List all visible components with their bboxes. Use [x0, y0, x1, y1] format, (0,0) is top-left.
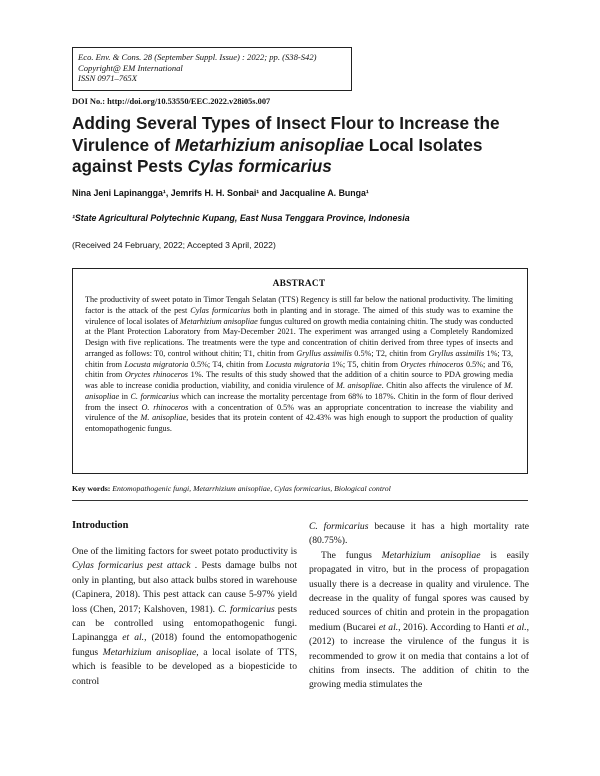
body-text: . Pests damage bulbs not only in planting, but also attack bulbs stored in warehouse (Capinera, 2018). This pest attack can cause 5-97% yield loss (Chen, 2017; Kalshoven, 1981). — [72, 560, 298, 615]
abstract-text: which can increase the mortality percentage from 68% to 187%. Chitin in the form of flour derived from the insect — [85, 391, 513, 412]
abstract-species: M. anisopliae — [336, 381, 382, 390]
body-column-right — [309, 520, 529, 693]
body-text: because it has a high mortality rate (80.75%). — [309, 521, 529, 547]
title-species-1: Metarhizium anisopliae — [174, 134, 364, 155]
body-italic: et al. — [507, 621, 527, 633]
body-italic: Metarhizium anisopliae — [102, 646, 197, 658]
journal-line: Eco. Env. & Cons. 28 (September Suppl. Issue) : 2022; pp. (S38-S42) — [78, 52, 317, 62]
abstract-species: Oryctes rhinoceros — [400, 359, 464, 369]
abstract-species: Metarhizium anisopliae — [179, 316, 258, 326]
body-column-left — [72, 545, 297, 689]
body-text: One of the limiting factors for sweet potato productivity is — [72, 546, 297, 557]
abstract-species: M. anisopliae — [140, 413, 187, 423]
abstract-species: Oryctes rhinoceros — [124, 370, 188, 380]
body-italic: Cylas formicarius pest attack — [72, 560, 191, 572]
abstract-text: 0.5%; and T6, chitin from — [85, 359, 514, 380]
body-text: is easily propagated in vitro, but in the process of propagation usually there is a decrease in quality and virulence. The decrease in the quality of fungal spores was caused by reduced sources of chitin and protein in the propagation medium (Bucarei — [309, 549, 530, 633]
title-part-2: Local Isolates against Pests — [72, 134, 483, 176]
abstract-species: O. rhinoceros — [141, 402, 189, 412]
abstract-species: Locusta migratoria — [124, 359, 189, 369]
abstract-text: . Chitin also affects the virulence of — [381, 381, 505, 390]
section-heading-introduction: Introduction — [72, 520, 129, 531]
body-italic: et al. — [122, 632, 145, 644]
abstract-text: fungus cultured on growth media containing chitin. The study was conducted at the Plant Protection Laboratory from May-December 2021. The experiment was arranged using a Completely Randomized Design with five replications. The treatments were the type and concentration of chitin derived from three types of insects and arranged as follows: T0, control without chitin; T1, chitin from — [85, 316, 513, 358]
abstract-text: 0.5%; T4, chitin from — [188, 359, 266, 369]
copyright-line: Copyright@ EM International — [78, 62, 183, 73]
keywords-divider — [72, 500, 528, 501]
title-species-2: Cylas formicarius — [187, 156, 332, 176]
abstract-text: , besides that its protein content of 42.43% was high enough to support the production of quality entomopathogenic fungus. — [85, 413, 513, 433]
received-dates: (Received 24 February, 2022; Accepted 3 April, 2022) — [72, 240, 276, 250]
abstract-text: in — [119, 391, 131, 401]
intro-paragraph-2 — [309, 549, 529, 693]
abstract-species: C. formicarius — [130, 391, 179, 401]
keywords-text: Entomopathogenic fungi, Metarrhizium anisopliae, Cylas formicarius, Biological control — [110, 484, 391, 493]
body-text: , 2016). According to Hanti — [398, 621, 508, 633]
keywords — [72, 484, 528, 494]
abstract-text: 1%; T3, chitin from — [85, 348, 514, 369]
abstract-text: 1%; T5, chitin from — [329, 359, 401, 369]
intro-paragraph-1-cont — [309, 520, 529, 549]
body-text: , (2018) found the entomopathogenic fungus — [72, 632, 297, 658]
issn-line: ISSN 0971–765X — [78, 73, 137, 84]
abstract-species: Locusta migratoria — [265, 359, 330, 369]
abstract-text: 1%. The results of this study showed that the addition of a chitin source to PDA growing media was able to increase conidia production, viability, and conidia virulence of — [85, 370, 513, 390]
abstract-species: M. anisopliae — [85, 381, 513, 401]
body-italic: et al. — [378, 621, 399, 633]
abstract-text: both in planting and in storage. The aimed of this study was to examine the virulence of local isolates of — [85, 305, 513, 326]
body-italic: Metarhizium anisopliae — [381, 549, 481, 561]
abstract-text: 0.5%; T2, chitin from — [351, 348, 429, 358]
body-text: pests can be controlled using entomopathogenic fungi. Lapinangga — [72, 603, 297, 644]
body-text: The fungus — [321, 549, 382, 561]
doi-link[interactable]: DOI No.: http://doi.org/10.53550/EEC.2022.v28i05s.007 — [72, 97, 271, 106]
body-italic: C. formicarius — [218, 603, 275, 615]
abstract-heading: ABSTRACT — [272, 279, 326, 289]
abstract-box — [72, 268, 528, 474]
title-part-1: Adding Several Types of Insect Flour to Increase the Virulence of — [72, 113, 500, 155]
author-list: Nina Jeni Lapinangga¹, Jemrifs H. H. Sonbai¹ and Jacqualine A. Bunga¹ — [72, 188, 369, 198]
abstract-text: The productivity of sweet potato in Timor Tengah Selatan (TTS) Regency is still far below the national productivity. The limiting factor is the attack of the pest — [85, 295, 513, 315]
paper-title — [72, 113, 532, 178]
abstract-species: Cylas formicarius — [190, 305, 251, 315]
abstract-text: with a concentration of 0.5% was an appropriate concentration to increase the viability and virulence of the — [85, 402, 514, 423]
body-text: , a local isolate of TTS, which is feasible to be developed as a biopesticide to control — [72, 646, 297, 687]
body-italic: C. formicarius — [309, 521, 369, 532]
body-text: , (2012) to increase the virulence of the fungus it is recommended to grow it on media that contains a lot of chitins from insects. The addition of chitin to the growing media stimulates the — [309, 621, 530, 691]
intro-paragraph-1 — [72, 545, 297, 689]
affiliation: ¹State Agricultural Polytechnic Kupang, East Nusa Tenggara Province, Indonesia — [72, 213, 410, 223]
journal-info-box — [72, 47, 352, 91]
abstract-species: Gryllus assimilis — [296, 348, 352, 358]
keywords-label: Key words: — [72, 484, 111, 493]
abstract-species: Gryllus assimilis — [428, 348, 485, 358]
abstract-body — [85, 295, 513, 435]
